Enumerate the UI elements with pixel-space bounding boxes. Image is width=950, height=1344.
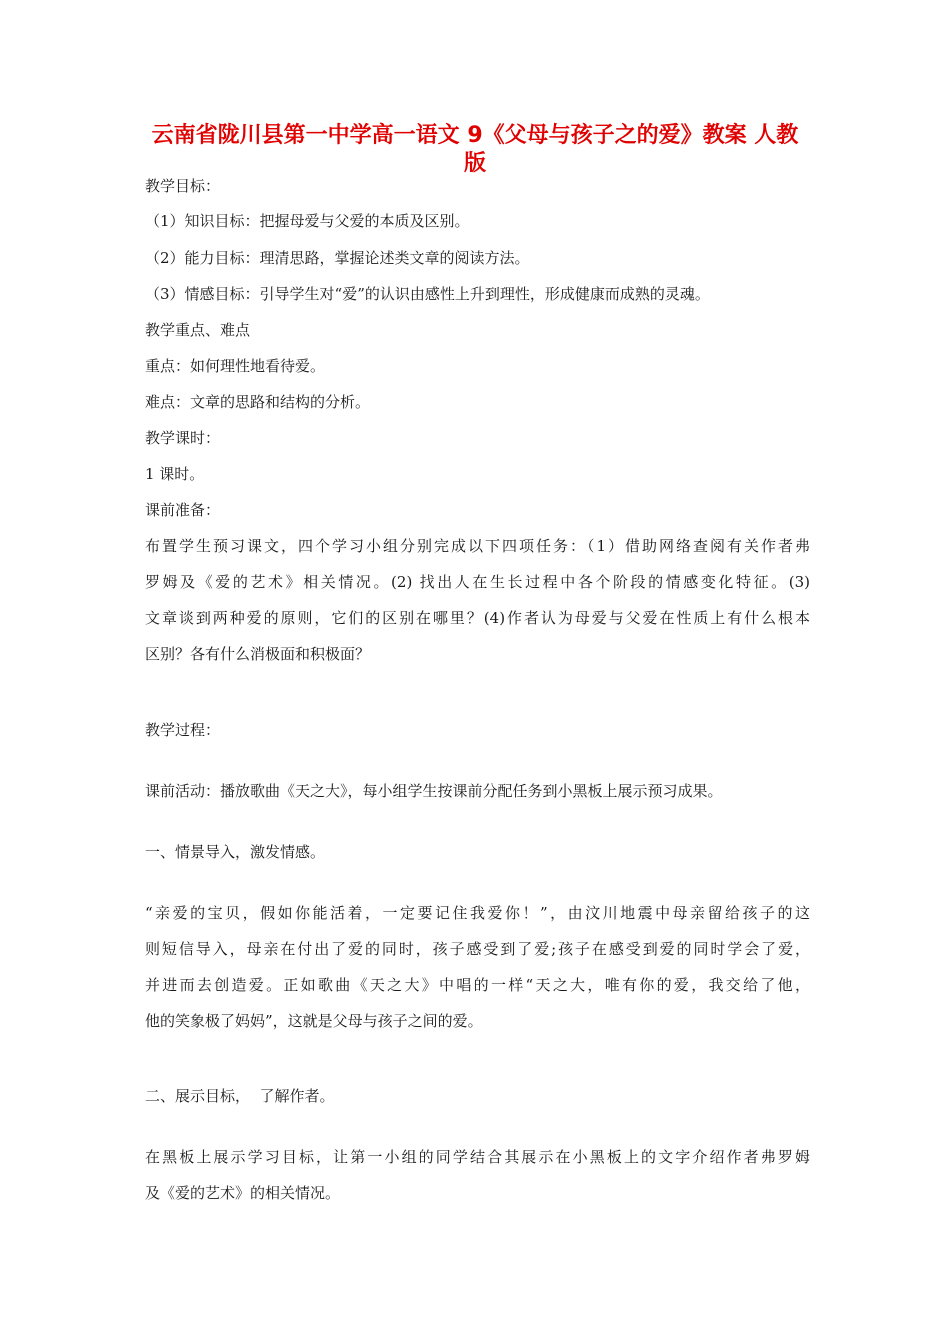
section-1-line: 并进而去创造爱。正如歌曲《天之大》中唱的一样“天之大，唯有你的爱，我交给了他， xyxy=(145,976,810,994)
keypoints-heading: 教学重点、难点 xyxy=(145,321,251,339)
objective-3: （3）情感目标：引导学生对“爱”的认识由感性上升到理性，形成健康而成熟的灵魂。 xyxy=(145,285,710,303)
section-2-line: 及《爱的艺术》的相关情况。 xyxy=(145,1184,341,1202)
difficulty-text: 难点：文章的思路和结构的分析。 xyxy=(145,393,371,411)
section-2-heading: 二、展示目标， 了解作者。 xyxy=(145,1087,335,1105)
objectives-heading: 教学目标： xyxy=(145,177,221,195)
section-1-line: 他的笑象极了妈妈”，这就是父母与孩子之间的爱。 xyxy=(145,1012,483,1030)
prep-line: 罗姆及《爱的艺术》相关情况。(2) 找出人在生长过程中各个阶段的情感变化特征。(3) xyxy=(145,573,810,591)
prep-line: 区别？各有什么消极面和积极面？ xyxy=(145,645,371,663)
section-2-line: 在黑板上展示学习目标，让第一小组的同学结合其展示在小黑板上的文字介绍作者弗罗姆 xyxy=(145,1148,810,1166)
section-1-paragraph xyxy=(145,903,810,1031)
keypoint-text: 重点：如何理性地看待爱。 xyxy=(145,357,326,375)
process-heading: 教学过程： xyxy=(145,721,221,739)
prep-paragraph xyxy=(145,536,810,664)
section-1-line: 则短信导入，母亲在付出了爱的同时，孩子感受到了爱;孩子在感受到爱的同时学会了爱， xyxy=(145,940,810,958)
prep-line: 文章谈到两种爱的原则，它们的区别在哪里？(4)作者认为母爱与父爱在性质上有什么根本 xyxy=(145,609,810,627)
objective-1: （1）知识目标：把握母爱与父爱的本质及区别。 xyxy=(145,212,470,230)
section-1-line: “亲爱的宝贝，假如你能活着，一定要记住我爱你！”，由汶川地震中母亲留给孩子的这 xyxy=(145,904,810,922)
pre-activity: 课前活动：播放歌曲《天之大》，每小组学生按课前分配任务到小黑板上展示预习成果。 xyxy=(145,782,723,800)
title-line-2: 版 xyxy=(463,151,486,176)
section-1-heading: 一、情景导入，激发情感。 xyxy=(145,843,326,861)
document-title xyxy=(120,122,830,178)
hours-heading: 教学课时： xyxy=(145,429,221,447)
hours-value: 1 课时。 xyxy=(145,465,205,483)
prep-line: 布置学生预习课文，四个学习小组分别完成以下四项任务：（1）借助网络查阅有关作者弗 xyxy=(145,537,810,555)
title-line-1: 云南省陇川县第一中学高一语文 9《父母与孩子之的爱》教案 人教 xyxy=(151,123,799,148)
objective-2: （2）能力目标：理清思路，掌握论述类文章的阅读方法。 xyxy=(145,249,530,267)
section-2-paragraph xyxy=(145,1147,810,1203)
prep-heading: 课前准备： xyxy=(145,501,221,519)
